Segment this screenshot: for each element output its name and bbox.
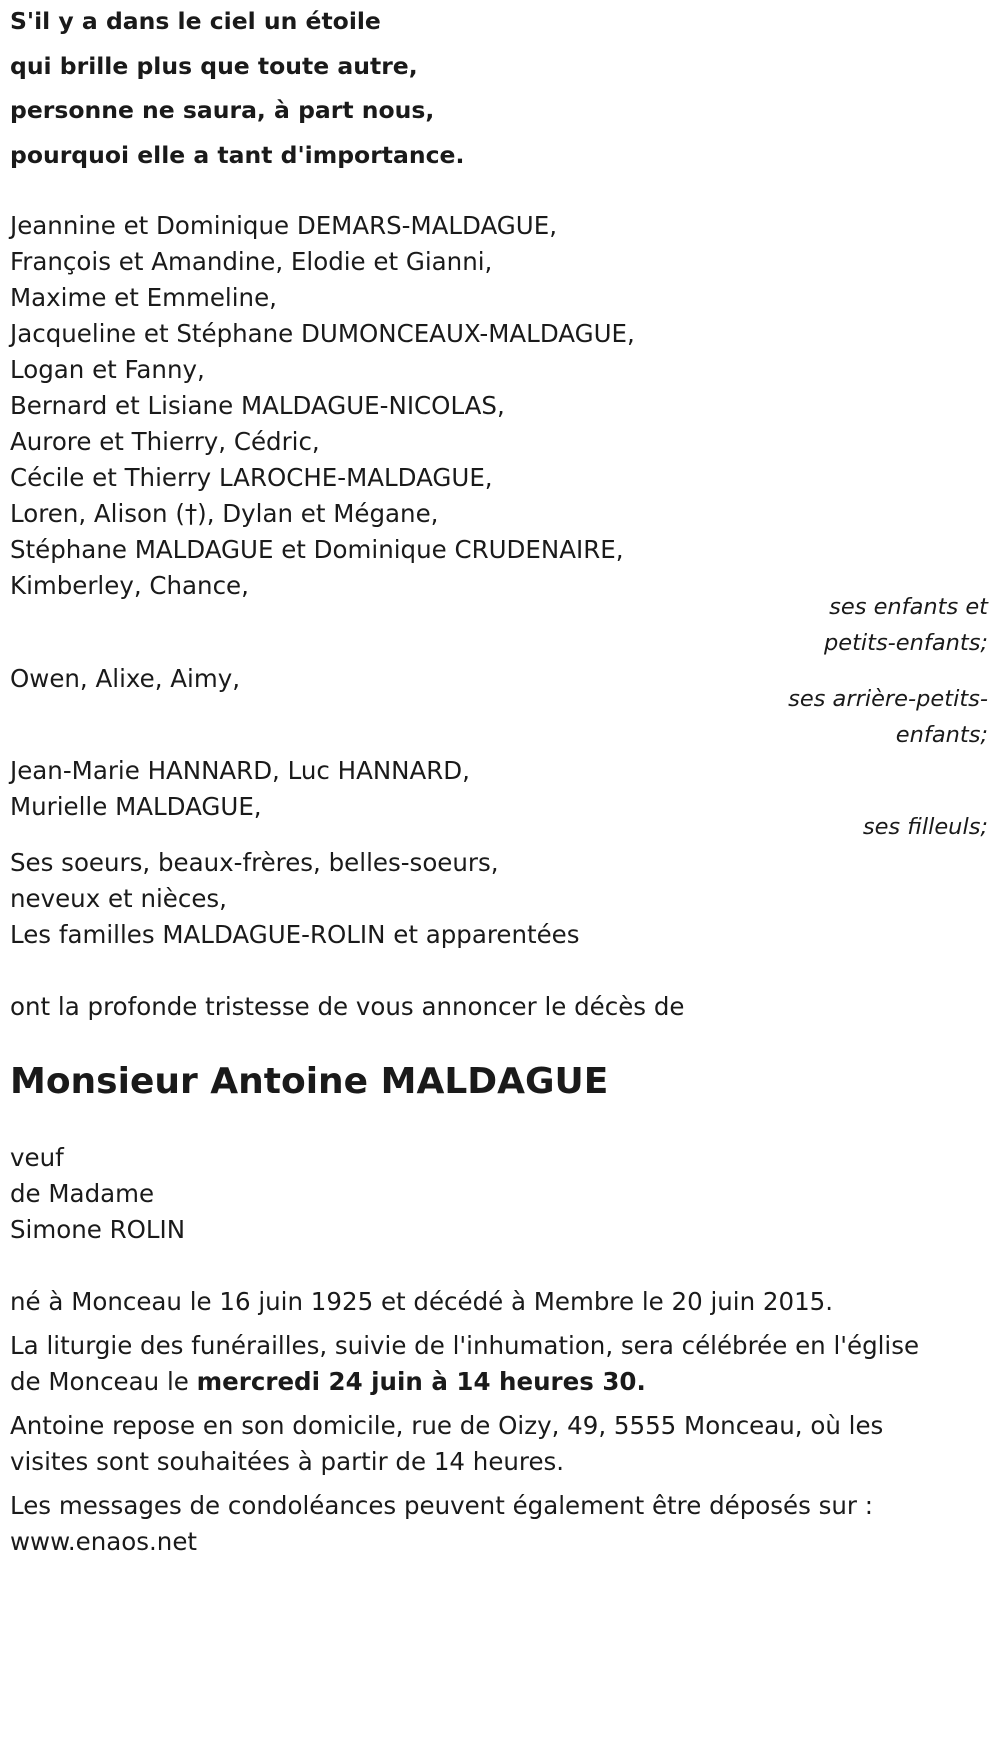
visitation-text: Antoine repose en son domicile, rue de Oizy, 49, 5555 Monceau, où les [10, 1411, 884, 1440]
family-line: Les familles MALDAGUE-ROLIN et apparentées [10, 920, 580, 949]
mourner-line: François et Amandine, Elodie et Gianni, [10, 247, 493, 276]
mourner-line: Aurore et Thierry, Cédric, [10, 427, 320, 456]
birth-death-text: né à Monceau le 16 juin 1925 et décédé à Membre le 20 juin 2015. [10, 1287, 834, 1316]
relation-label: ses arrière-petits- [788, 686, 988, 712]
mourner-line: Bernard et Lisiane MALDAGUE-NICOLAS, [10, 391, 505, 420]
widow-line: Simone ROLIN [10, 1215, 186, 1244]
mourner-line: Logan et Fanny, [10, 355, 205, 384]
mourner-line: Kimberley, Chance, [10, 571, 249, 600]
relation-label: ses filleuls; [862, 814, 988, 840]
visitation-text: visites sont souhaitées à partir de 14 heures. [10, 1447, 565, 1476]
funeral-text-line2 [10, 1367, 646, 1396]
relation-label: enfants; [895, 722, 988, 748]
funeral-text: La liturgie des funérailles, suivie de l'inhumation, sera célébrée en l'église [10, 1331, 920, 1360]
family-line: neveux et nièces, [10, 884, 227, 913]
condolences-text: Les messages de condoléances peuvent également être déposés sur : [10, 1491, 874, 1520]
condolences-url: www.enaos.net [10, 1527, 198, 1556]
mourner-line: Murielle MALDAGUE, [10, 792, 262, 821]
mourner-line: Cécile et Thierry LAROCHE-MALDAGUE, [10, 463, 493, 492]
relation-label: petits-enfants; [823, 630, 988, 656]
funeral-date-time: mercredi 24 juin à 14 heures 30. [196, 1367, 646, 1396]
announcement-text: ont la profonde tristesse de vous annoncer le décès de [10, 992, 685, 1021]
mourner-line: Maxime et Emmeline, [10, 283, 277, 312]
widow-line: veuf [10, 1143, 64, 1172]
widow-line: de Madame [10, 1179, 155, 1208]
poem-line: S'il y a dans le ciel un étoile [10, 7, 381, 35]
relation-label: ses enfants et [829, 594, 988, 620]
poem-line: personne ne saura, à part nous, [10, 96, 435, 124]
poem-line: pourquoi elle a tant d'importance. [10, 141, 465, 169]
obituary-notice [10, 0, 998, 1750]
mourner-line: Loren, Alison (†), Dylan et Mégane, [10, 499, 439, 528]
mourner-line: Jeannine et Dominique DEMARS-MALDAGUE, [10, 211, 557, 240]
deceased-name: Monsieur Antoine MALDAGUE [10, 1061, 609, 1102]
mourner-line: Jean-Marie HANNARD, Luc HANNARD, [10, 756, 470, 785]
mourner-line: Stéphane MALDAGUE et Dominique CRUDENAIRE, [10, 535, 624, 564]
funeral-text-prefix: de Monceau le [10, 1367, 197, 1396]
mourner-line: Owen, Alixe, Aimy, [10, 664, 240, 693]
poem-line: qui brille plus que toute autre, [10, 52, 418, 80]
family-line: Ses soeurs, beaux-frères, belles-soeurs, [10, 848, 499, 877]
mourner-line: Jacqueline et Stéphane DUMONCEAUX-MALDAGUE, [10, 319, 635, 348]
